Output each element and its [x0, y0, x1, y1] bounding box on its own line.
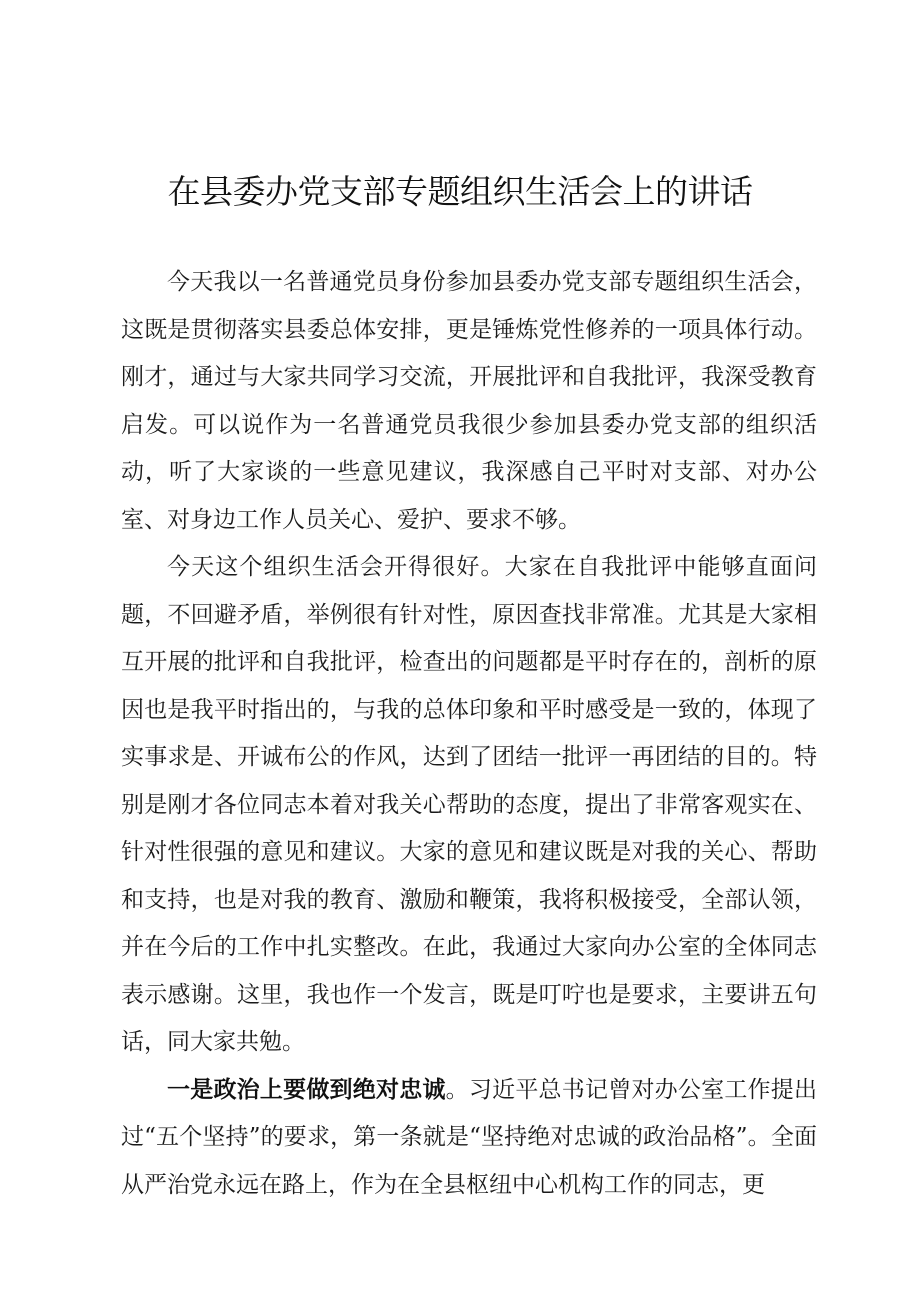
document-body	[121, 259, 817, 1209]
document-title: 在县委办党支部专题组织生活会上的讲话	[167, 172, 753, 211]
paragraph-2	[121, 544, 817, 1067]
paragraph-2-text: 今天这个组织生活会开得很好。大家在自我批评中能够直面问题，不回避矛盾，举例很有针对性，原因查找非常准。尤其是大家相互开展的批评和自我批评，检查出的问题都是平时存在的，剖析的原因也是我平时指出的，与我的总体印象和平时感受是一致的，体现了实事求是、开诚布公的作风，达到了团结一批评一再团结的目的。特别是刚才各位同志本着对我关心帮助的态度，提出了非常客观实在、针对性很强的意见和建议。大家的意见和建议既是对我的关心、帮助和支持，也是对我的教育、激励和鞭策，我将积极接受，全部认领，并在今后的工作中扎实整改。在此，我通过大家向办公室的全体同志表示感谢。这里，我也作一个发言，既是叮咛也是要求，主要讲五句话，同大家共勉。	[121, 554, 817, 1055]
paragraph-3	[121, 1067, 817, 1210]
paragraph-1	[121, 259, 817, 544]
paragraph-3-lead: 一是政治上要做到绝对忠诚	[167, 1076, 446, 1103]
paragraph-1-text: 今天我以一名普通党员身份参加县委办党支部专题组织生活会，这既是贯彻落实县委总体安排，更是锤炼党性修养的一项具体行动。刚才，通过与大家共同学习交流，开展批评和自我批评，我深受教育启发。可以说作为一名普通党员我很少参加县委办党支部的组织活动，听了大家谈的一些意见建议，我深感自己平时对支部、对办公室、对身边工作人员关心、爱护、要求不够。	[121, 269, 817, 533]
paragraph-3-text: 。习近平总书记曾对办公室工作提出过“五个坚持”的要求，第一条就是“坚持绝对忠诚的政治品格”。全面从严治党永远在路上，作为在全县枢纽中心机构工作的同志，更	[121, 1076, 818, 1198]
